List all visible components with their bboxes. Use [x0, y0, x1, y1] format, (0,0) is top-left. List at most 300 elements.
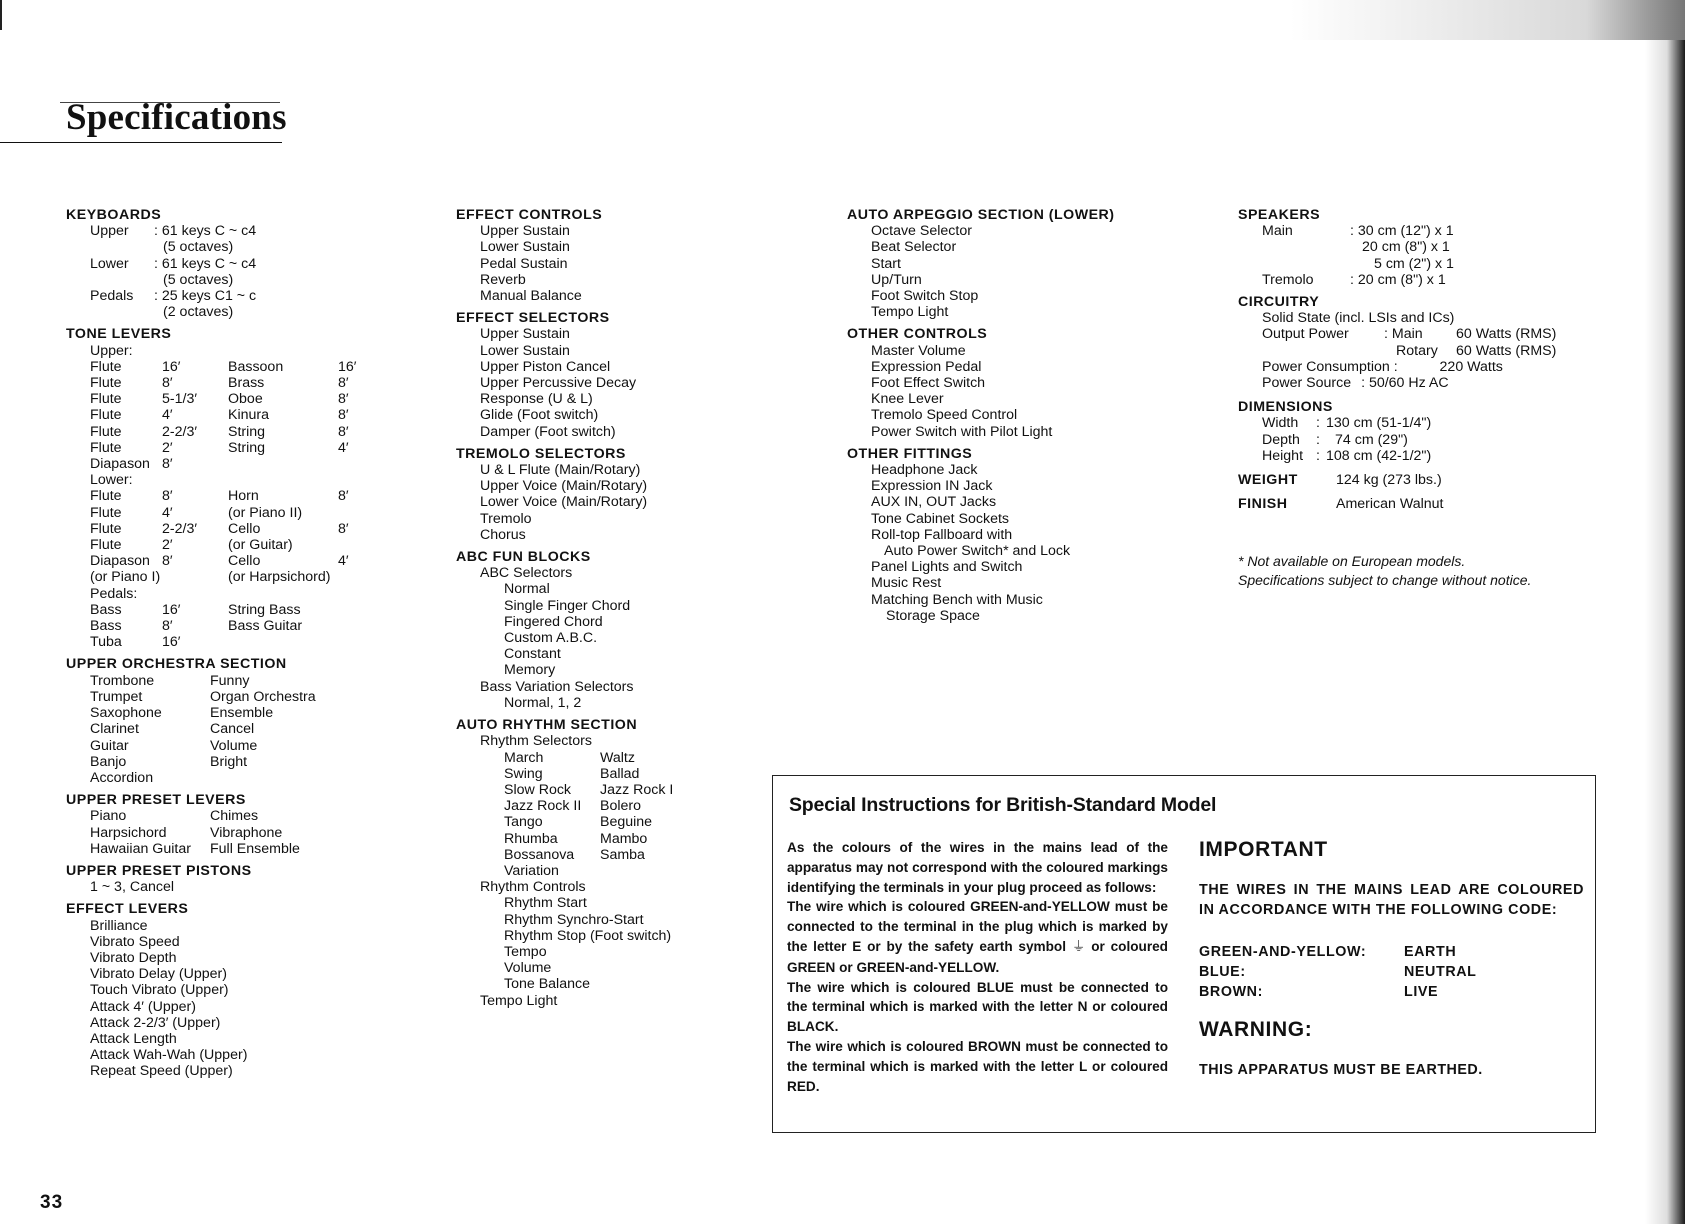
speaker-value: 5 cm (2") x 1 — [1374, 255, 1454, 272]
tone-footage — [162, 569, 228, 585]
wiring-instructions — [787, 838, 1168, 1096]
tone-footage: 8′ — [338, 423, 349, 440]
list-item: Vibrato Speed — [90, 933, 180, 950]
indent — [66, 456, 90, 472]
tremolo-selectors-section — [456, 446, 796, 543]
tone-footage: 8′ — [338, 488, 349, 505]
keyboard-keys: : 61 keys C ~ c4 — [154, 223, 257, 240]
tone-footage: 4′ — [338, 553, 349, 570]
list-item: Lower Sustain — [480, 342, 570, 359]
power-consumption — [1238, 359, 1618, 375]
speaker-value: : 20 cm (8") x 1 — [1350, 271, 1446, 288]
list-item: Rhythm Synchro-Start — [504, 911, 644, 928]
finish-row — [1238, 496, 1618, 512]
list-item: Foot Switch Stop — [871, 288, 979, 305]
list-item: Tone Cabinet Sockets — [871, 510, 1010, 527]
grid-cell: Accordion — [90, 769, 154, 786]
tone-name: Flute — [90, 375, 122, 392]
page-edge-mark — [0, 0, 2, 30]
grid-cell: Ballad — [600, 765, 640, 782]
speaker-label — [1262, 256, 1350, 272]
colour-meaning: EARTH — [1404, 944, 1457, 960]
output-power-main — [1238, 326, 1618, 342]
keyboard-keys: : 61 keys C ~ c4 — [154, 255, 257, 272]
dimension-row — [1238, 448, 1618, 464]
subheading: Rhythm Selectors — [480, 733, 592, 750]
list-item: Upper Sustain — [480, 326, 570, 343]
grid-cell: Beguine — [600, 814, 653, 831]
tone-name: String — [228, 439, 266, 456]
tone-group-label: Upper: — [90, 342, 133, 359]
tone-name: Flute — [90, 537, 122, 554]
tone-footage: 4′ — [338, 439, 349, 456]
tone-footage — [338, 618, 368, 634]
grid-cell — [600, 863, 720, 879]
tone-footage — [338, 569, 368, 585]
dimension-value: 108 cm (42-1/2") — [1326, 447, 1432, 464]
tone-footage — [338, 634, 368, 650]
list — [456, 326, 796, 439]
circuitry-section — [1238, 294, 1618, 391]
colour-name: GREEN-AND-YELLOW: — [1199, 944, 1367, 960]
grid-cell: Tango — [504, 814, 543, 831]
output-main-value: 60 Watts (RMS) — [1456, 326, 1557, 343]
indent — [66, 618, 90, 634]
list-item: Roll-top Fallboard with — [871, 526, 1013, 543]
power-consumption-value: 220 Watts — [1439, 358, 1503, 375]
tone-name: Bass — [90, 618, 122, 635]
indent — [456, 831, 504, 847]
separator: : — [1316, 447, 1320, 464]
grid-cell: Volume — [210, 737, 258, 754]
page-corner-shadow — [1290, 0, 1685, 40]
grid-cell: Bright — [210, 753, 248, 770]
list — [456, 581, 796, 678]
list-item: Panel Lights and Switch — [871, 559, 1023, 576]
list-item: Fingered Chord — [504, 613, 603, 630]
speaker-row — [1238, 223, 1618, 239]
upper-preset-levers-section — [66, 792, 406, 857]
section-heading: DIMENSIONS — [1238, 399, 1333, 416]
indent — [66, 738, 90, 754]
grid-cell: Guitar — [90, 737, 129, 754]
indent — [66, 841, 90, 857]
list-item: Auto Power Switch* and Lock — [884, 543, 1071, 560]
tone-pedals-grid — [66, 602, 406, 651]
speaker-row — [1238, 256, 1618, 272]
list-item: Vibrato Depth — [90, 949, 177, 966]
tone-upper-grid — [66, 359, 406, 472]
grid-cell: March — [504, 749, 544, 766]
indent — [66, 602, 90, 618]
section-heading: UPPER PRESET LEVERS — [66, 792, 246, 809]
tone-footage: 8′ — [338, 391, 349, 408]
rhythm-selectors-grid — [456, 750, 796, 880]
indent — [456, 750, 504, 766]
tone-name: (or Piano I) — [90, 569, 161, 586]
tone-name: Flute — [90, 520, 122, 537]
tone-footage: 2′ — [162, 537, 173, 554]
list-item: Reverb — [480, 271, 526, 288]
tone-name: String Bass — [228, 601, 301, 618]
grid-cell: Piano — [90, 808, 127, 825]
tone-name: Bass Guitar — [228, 618, 303, 635]
grid-cell: Chimes — [210, 808, 259, 825]
indent — [66, 223, 90, 239]
dimension-label: Width — [1262, 415, 1299, 432]
keyboard-octaves: (5 octaves) — [163, 271, 234, 288]
tone-footage: 8′ — [338, 375, 349, 392]
output-rotary-value: 60 Watts (RMS) — [1456, 342, 1557, 359]
list-item: Tone Balance — [504, 976, 590, 993]
section-heading: EFFECT SELECTORS — [456, 310, 610, 327]
list-item: 1 ~ 3, Cancel — [90, 879, 174, 896]
power-source — [1238, 375, 1618, 391]
tone-name: (or Piano II) — [228, 504, 303, 521]
weight-label: WEIGHT — [1238, 472, 1298, 489]
section-heading: UPPER PRESET PISTONS — [66, 862, 252, 879]
tone-footage — [338, 505, 368, 521]
list-item: Up/Turn — [871, 271, 922, 288]
spacer — [144, 256, 154, 272]
instruction-text: The wire which is coloured GREEN-and-YELLOW must be connected to the terminal in the plug which is marked by the letter E or by the safety earth symbol — [787, 899, 1168, 954]
list-item: Damper (Foot switch) — [480, 423, 616, 440]
indent — [1238, 272, 1262, 288]
list-item: Tremolo Speed Control — [871, 407, 1018, 424]
keyboard-octaves: (5 octaves) — [163, 239, 234, 256]
indent — [66, 537, 90, 553]
auto-arpeggio-section — [847, 207, 1187, 320]
dimension-row — [1238, 432, 1618, 448]
indent — [456, 798, 504, 814]
tone-name: Bassoon — [228, 358, 284, 375]
indent — [1238, 223, 1262, 239]
list-item: Expression IN Jack — [871, 478, 993, 495]
indent — [66, 359, 90, 375]
weight-row — [1238, 472, 1618, 488]
list-item: Repeat Speed (Upper) — [90, 1063, 233, 1080]
speaker-rows — [1238, 223, 1618, 288]
warning-heading: WARNING: — [1199, 1018, 1313, 1041]
tone-name: Flute — [90, 358, 122, 375]
dimension-value: 74 cm (29") — [1335, 431, 1408, 448]
footnote: * Not available on European models. — [1238, 553, 1466, 570]
tone-name: Flute — [90, 423, 122, 440]
indent — [66, 505, 90, 521]
tone-footage: 16′ — [162, 601, 181, 618]
page-title: Specifications — [66, 97, 287, 138]
other-fittings-section — [847, 446, 1187, 624]
list-item: Music Rest — [871, 575, 942, 592]
indent — [66, 488, 90, 504]
grid-cell: Variation — [504, 862, 559, 879]
grid-cell: Clarinet — [90, 721, 139, 738]
list-item: Attack Wah-Wah (Upper) — [90, 1047, 248, 1064]
list-item: Rhythm Start — [504, 895, 587, 912]
grid-cell — [210, 770, 370, 786]
tone-footage: 8′ — [338, 520, 349, 537]
list-item: Attack 2-2/3′ (Upper) — [90, 1014, 221, 1031]
indent — [1238, 448, 1262, 464]
indent — [1238, 432, 1262, 448]
list-item: Manual Balance — [480, 288, 582, 305]
colour-meaning: NEUTRAL — [1404, 964, 1477, 980]
tone-name: (or Harpsichord) — [228, 569, 331, 586]
tone-name: Brass — [228, 375, 265, 392]
tone-name: Flute — [90, 488, 122, 505]
instruction-paragraph: The wire which is coloured BLUE must be connected to the terminal which is marked with the letter N or coloured BLACK. — [787, 979, 1168, 1035]
tone-name: Oboe — [228, 391, 263, 408]
footnotes — [1238, 552, 1618, 590]
list-item: Foot Effect Switch — [871, 375, 986, 392]
section-heading: TREMOLO SELECTORS — [456, 445, 626, 462]
list — [66, 918, 406, 1080]
speaker-label: Main — [1262, 223, 1293, 240]
dimension-row — [1238, 415, 1618, 431]
list-item: Glide (Foot switch) — [480, 407, 599, 424]
indent — [456, 863, 504, 879]
section-heading: EFFECT CONTROLS — [456, 207, 603, 223]
grid-cell: Full Ensemble — [210, 840, 300, 857]
tone-footage: 8′ — [338, 407, 349, 424]
list — [456, 895, 796, 992]
tone-footage: 2′ — [162, 439, 173, 456]
power-source-value: : 50/60 Hz AC — [1361, 375, 1449, 392]
keyboard-label: Lower — [90, 255, 129, 272]
tone-group-label: Lower: — [90, 472, 133, 489]
upper-preset-pistons-section — [66, 863, 406, 895]
list — [847, 343, 1187, 440]
indent — [66, 569, 90, 585]
column-3 — [847, 207, 1187, 630]
dimensions-section — [1238, 399, 1618, 464]
subheading: Bass Variation Selectors — [480, 678, 634, 695]
indent — [66, 424, 90, 440]
tone-group-label: Pedals: — [90, 585, 138, 602]
grid-cell: Hawaiian Guitar — [90, 840, 191, 857]
upper-orchestra-section — [66, 656, 406, 786]
tone-footage: 16′ — [338, 358, 357, 375]
indent — [66, 288, 90, 304]
speakers-section — [1238, 207, 1618, 288]
list-item: Custom A.B.C. — [504, 630, 598, 647]
page-binding-shadow — [1645, 40, 1685, 1224]
colour-name: BROWN: — [1199, 984, 1263, 1000]
tone-footage: 4′ — [162, 504, 173, 521]
list-item: Master Volume — [871, 342, 966, 359]
column-1 — [66, 207, 406, 1086]
section-heading: ABC FUN BLOCKS — [456, 549, 591, 566]
indent — [66, 754, 90, 770]
dimension-label: Depth — [1262, 431, 1300, 448]
indent — [66, 256, 90, 272]
grid-cell: Cancel — [210, 721, 255, 738]
list — [847, 559, 1187, 608]
list-item: Brilliance — [90, 917, 148, 934]
list-item: Power Switch with Pilot Light — [871, 423, 1053, 440]
indent — [66, 721, 90, 737]
upper-preset-levers-grid — [66, 808, 406, 857]
tone-levers-section — [66, 326, 406, 650]
tone-footage: 4′ — [162, 407, 173, 424]
list — [66, 879, 406, 895]
tone-name: (or Guitar) — [228, 537, 293, 554]
tone-footage: 2-2/3′ — [162, 520, 197, 537]
grid-cell: Samba — [600, 846, 645, 863]
tone-name: Cello — [228, 553, 261, 570]
keyboard-octaves: (2 octaves) — [163, 304, 234, 321]
effect-controls-section — [456, 207, 796, 304]
list-item: Storage Space — [886, 607, 980, 624]
indent — [66, 521, 90, 537]
finish-value: American Walnut — [1336, 496, 1444, 513]
indent — [66, 689, 90, 705]
list-item: Headphone Jack — [871, 462, 978, 479]
tone-footage: 8′ — [162, 488, 173, 505]
output-power-label: Output Power — [1262, 326, 1349, 343]
speaker-label — [1262, 239, 1350, 255]
output-rotary-label: Rotary — [1396, 342, 1438, 359]
list-item: Tremolo — [480, 510, 532, 527]
grid-cell: Ensemble — [210, 705, 274, 722]
title-rule-bottom — [0, 142, 282, 143]
speaker-value: : 30 cm (12") x 1 — [1350, 223, 1454, 240]
tone-footage — [338, 456, 368, 472]
finish-label: FINISH — [1238, 496, 1288, 513]
indent — [66, 375, 90, 391]
list-item: Lower Sustain — [480, 239, 570, 256]
tone-name: Diapason — [90, 553, 150, 570]
grid-cell: Waltz — [600, 749, 635, 766]
other-controls-section — [847, 326, 1187, 439]
section-heading: UPPER ORCHESTRA SECTION — [66, 656, 287, 673]
colour-code-row — [1199, 942, 1584, 962]
footnote: Specifications subject to change without notice. — [1238, 572, 1532, 589]
tone-footage: 8′ — [162, 375, 173, 392]
list-item: Upper Voice (Main/Rotary) — [480, 478, 648, 495]
indent — [66, 634, 90, 650]
section-heading: SPEAKERS — [1238, 207, 1321, 223]
tone-footage — [338, 602, 368, 618]
indent — [66, 407, 90, 423]
spacer — [144, 223, 154, 239]
list — [847, 462, 1187, 543]
tone-name: Kinura — [228, 407, 270, 424]
grid-cell: Bossanova — [504, 846, 575, 863]
indent — [66, 825, 90, 841]
list-item: Start — [871, 255, 901, 272]
tone-footage: 8′ — [162, 618, 173, 635]
list-item: Octave Selector — [871, 223, 972, 240]
list-item: Memory — [504, 662, 556, 679]
grid-cell: Vibraphone — [210, 824, 283, 841]
tone-name: Horn — [228, 488, 259, 505]
tone-name: Flute — [90, 439, 122, 456]
colour-meaning: LIVE — [1404, 984, 1439, 1000]
grid-cell: Trombone — [90, 672, 155, 689]
keyboard-label: Pedals — [90, 288, 134, 305]
spacer — [144, 288, 154, 304]
speaker-row — [1238, 272, 1618, 288]
list-item: Constant — [504, 646, 561, 663]
output-power-rotary — [1238, 343, 1618, 359]
list-item: Single Finger Chord — [504, 597, 631, 614]
important-text: THE WIRES IN THE MAINS LEAD ARE COLOURED IN ACCORDANCE WITH THE FOLLOWING CODE: — [1199, 882, 1584, 918]
list-item: Beat Selector — [871, 239, 957, 256]
tone-name: Cello — [228, 520, 261, 537]
tone-footage: 16′ — [162, 358, 181, 375]
keyboard-row — [66, 288, 406, 304]
indent — [1238, 415, 1262, 431]
dimension-value: 130 cm (51-1/4") — [1326, 415, 1432, 432]
subheading: Rhythm Controls — [480, 879, 586, 896]
keyboard-rows — [66, 223, 406, 320]
power-source-label: Power Source — [1262, 375, 1352, 392]
tone-lower-grid — [66, 488, 406, 585]
dimension-label: Height — [1262, 447, 1304, 464]
solid-state-line: Solid State (incl. LSIs and ICs) — [1262, 310, 1455, 327]
tone-name: Bass — [90, 601, 122, 618]
list-item: Rhythm Stop (Foot switch) — [504, 927, 672, 944]
section-heading: TONE LEVERS — [66, 326, 172, 343]
keyboard-row — [66, 223, 406, 239]
list — [847, 223, 1187, 320]
grid-cell: Funny — [210, 672, 250, 689]
list-item: Tempo Light — [480, 992, 558, 1009]
auto-rhythm-section — [456, 717, 796, 1009]
keyboard-keys: : 25 keys C1 ~ c — [154, 288, 257, 305]
list-item: Touch Vibrato (Upper) — [90, 982, 229, 999]
keyboard-row — [66, 256, 406, 272]
power-consumption-label: Power Consumption : — [1262, 358, 1398, 375]
tone-name: Flute — [90, 504, 122, 521]
colour-code-table — [1199, 942, 1584, 1002]
grid-cell: Slow Rock — [504, 781, 572, 798]
list-item: Upper Sustain — [480, 223, 570, 240]
list-item: Normal — [504, 581, 550, 598]
colour-code-row — [1199, 982, 1584, 1002]
important-heading: IMPORTANT — [1199, 838, 1328, 861]
tone-footage: 2-2/3′ — [162, 423, 197, 440]
box-title: Special Instructions for British-Standard Model — [789, 794, 1217, 816]
list — [456, 223, 796, 304]
list-item: U & L Flute (Main/Rotary) — [480, 462, 641, 479]
section-heading: EFFECT LEVERS — [66, 901, 189, 918]
tone-name: Flute — [90, 407, 122, 424]
effect-selectors-section — [456, 310, 796, 440]
list-item: Chorus — [480, 526, 526, 543]
tone-name: String — [228, 423, 266, 440]
colour-name: BLUE: — [1199, 964, 1246, 980]
section-heading: AUTO RHYTHM SECTION — [456, 717, 638, 734]
grid-cell: Harpsichord — [90, 824, 167, 841]
section-heading: OTHER CONTROLS — [847, 326, 988, 343]
list-item: Matching Bench with Music — [871, 591, 1043, 608]
keyboards-section — [66, 207, 406, 320]
speaker-value: 20 cm (8") x 1 — [1362, 239, 1450, 256]
indent — [1238, 256, 1262, 272]
grid-cell: Saxophone — [90, 705, 162, 722]
british-standard-box — [772, 775, 1596, 1133]
important-panel — [1199, 838, 1584, 1078]
list-item: Lower Voice (Main/Rotary) — [480, 494, 648, 511]
keyboard-label: Upper — [90, 223, 129, 240]
tone-footage: 5-1/3′ — [162, 391, 197, 408]
list-item: Tempo — [504, 943, 547, 960]
tone-name — [228, 456, 338, 472]
list — [456, 462, 796, 543]
upper-orchestra-grid — [66, 673, 406, 786]
